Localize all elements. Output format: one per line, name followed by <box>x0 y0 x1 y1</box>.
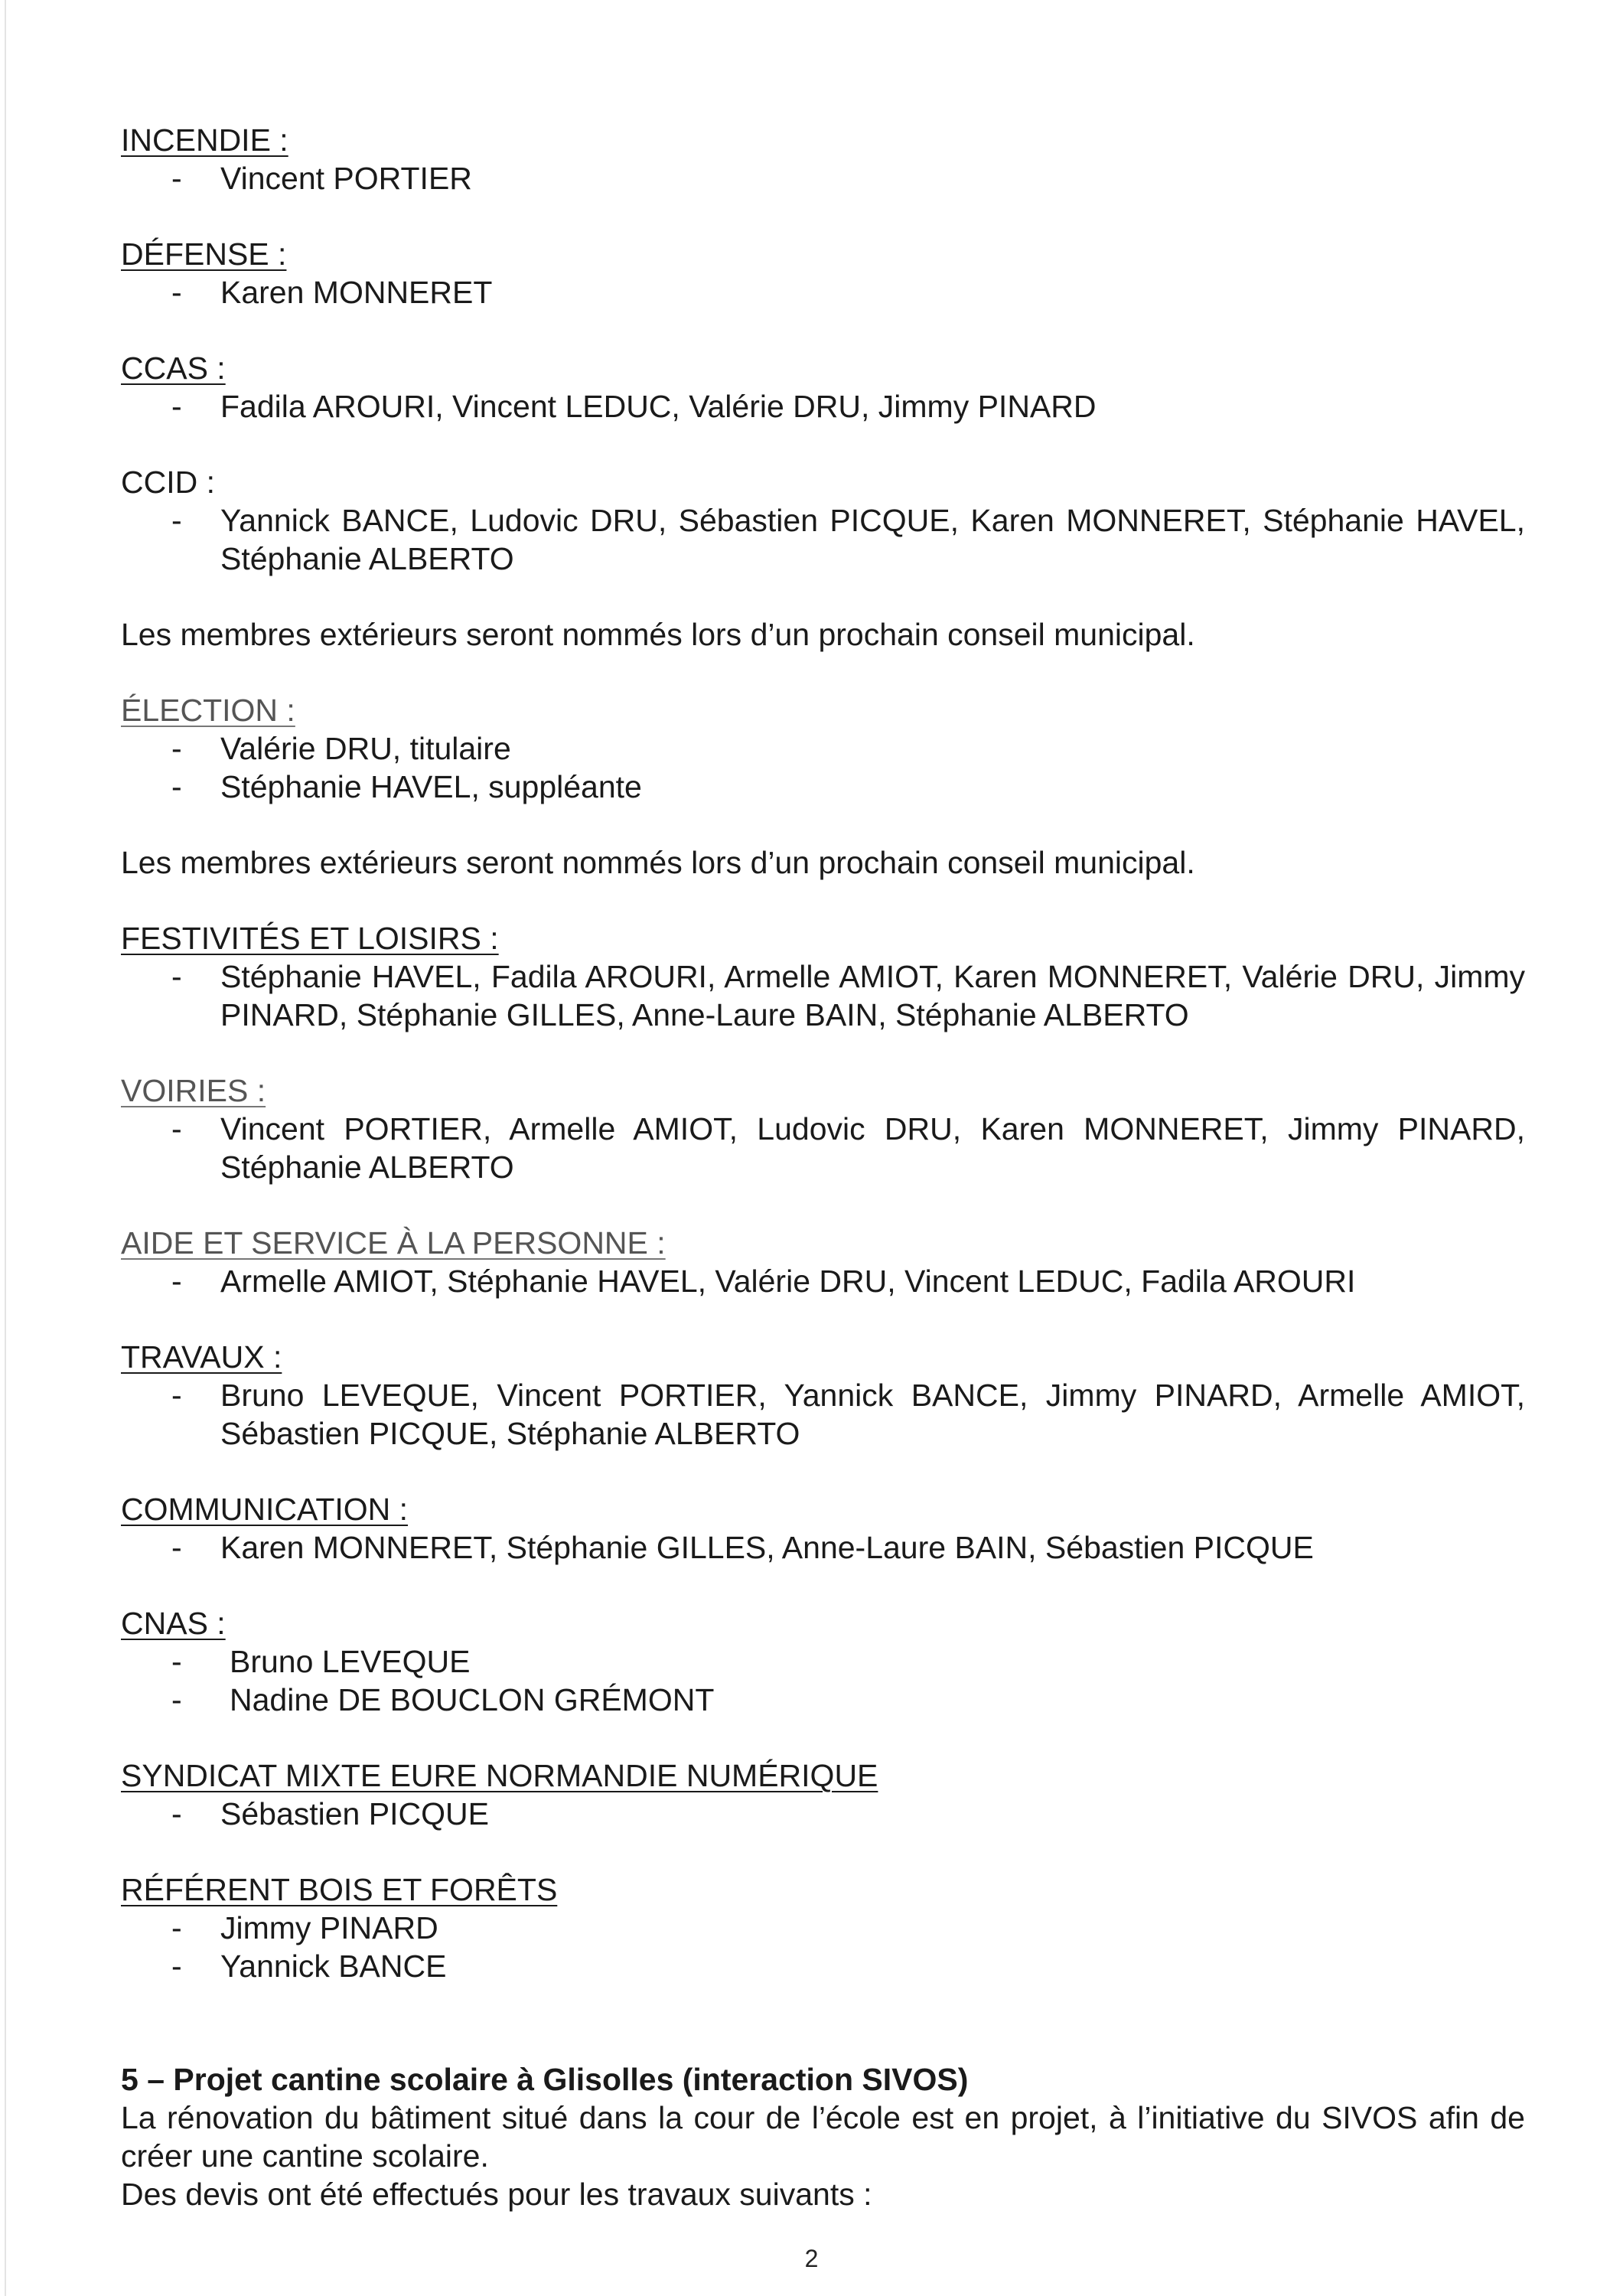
list-item: - Bruno LEVEQUE <box>171 1644 471 1679</box>
section-aide-service <box>121 1224 1525 1300</box>
section-title: AIDE ET SERVICE À LA PERSONNE : <box>121 1225 666 1261</box>
list-item: - Stéphanie HAVEL, suppléante <box>171 769 642 804</box>
section-voiries <box>121 1071 1525 1186</box>
section-title: SYNDICAT MIXTE EURE NORMANDIE NUMÉRIQUE <box>121 1758 878 1793</box>
list-item: - Fadila AROURI, Vincent LEDUC, Valérie DRU, Jimmy PINARD <box>171 389 1097 424</box>
section-title: COMMUNICATION : <box>121 1492 409 1527</box>
project-paragraph: Des devis ont été effectués pour les travaux suivants : <box>121 2177 872 2212</box>
list-item: - Armelle AMIOT, Stéphanie HAVEL, Valérie DRU, Vincent LEDUC, Fadila AROURI <box>171 1264 1356 1299</box>
section-defense <box>121 235 1525 311</box>
section-title: ÉLECTION : <box>121 693 295 728</box>
section-title: CCAS : <box>121 351 226 386</box>
section-ccid <box>121 463 1525 578</box>
external-members-note: Les membres extérieurs seront nommés lors d’un prochain conseil municipal. <box>121 845 1195 880</box>
list-item: - Jimmy PINARD <box>171 1910 438 1945</box>
list-item: - Stéphanie HAVEL, Fadila AROURI, Armelle AMIOT, Karen MONNERET, Valérie DRU, Jimmy PINARD, Stéphanie GILLES, Anne-Laure BAIN, Stéphanie ALBERTO <box>171 959 1525 1032</box>
section-referent-bois <box>121 1870 1525 1985</box>
project-section <box>121 2060 1525 2213</box>
list-item: - Nadine DE BOUCLON GRÉMONT <box>171 1682 715 1717</box>
section-incendie <box>121 121 1525 197</box>
section-ccas <box>121 349 1525 426</box>
list-item: - Vincent PORTIER <box>171 161 472 196</box>
section-title: RÉFÉRENT BOIS ET FORÊTS <box>121 1872 558 1907</box>
list-item: - Sébastien PICQUE <box>171 1796 489 1831</box>
section-syndicat-numerique <box>121 1756 1525 1833</box>
project-paragraph: La rénovation du bâtiment situé dans la cour de l’école est en projet, à l’initiative du SIVOS afin de créer une cantine scolaire. <box>121 2100 1525 2174</box>
section-travaux <box>121 1338 1525 1453</box>
section-title: DÉFENSE : <box>121 236 287 272</box>
list-item: - Karen MONNERET <box>171 275 493 310</box>
section-title: VOIRIES : <box>121 1073 266 1108</box>
project-title: 5 – Projet cantine scolaire à Glisolles (interaction SIVOS) <box>121 2062 969 2097</box>
scan-edge <box>5 0 6 2296</box>
list-item: - Valérie DRU, titulaire <box>171 731 511 766</box>
document-page <box>121 121 1525 2213</box>
section-festivites <box>121 919 1525 1034</box>
external-members-note: Les membres extérieurs seront nommés lors d’un prochain conseil municipal. <box>121 617 1195 652</box>
section-title: INCENDIE : <box>121 122 288 158</box>
section-cnas <box>121 1604 1525 1719</box>
page-number: 2 <box>804 2245 819 2272</box>
list-item: - Vincent PORTIER, Armelle AMIOT, Ludovic DRU, Karen MONNERET, Jimmy PINARD, Stéphanie ALBERTO <box>171 1111 1525 1185</box>
section-communication <box>121 1490 1525 1567</box>
section-title: CNAS : <box>121 1606 226 1641</box>
list-item: - Karen MONNERET, Stéphanie GILLES, Anne-Laure BAIN, Sébastien PICQUE <box>171 1530 1314 1565</box>
list-item: - Bruno LEVEQUE, Vincent PORTIER, Yannick BANCE, Jimmy PINARD, Armelle AMIOT, Sébastien PICQUE, Stéphanie ALBERTO <box>171 1378 1525 1451</box>
section-title: CCID : <box>121 465 215 500</box>
list-item: - Yannick BANCE, Ludovic DRU, Sébastien PICQUE, Karen MONNERET, Stéphanie HAVEL, Stéphanie ALBERTO <box>171 503 1525 576</box>
section-title: TRAVAUX : <box>121 1339 282 1375</box>
list-item: - Yannick BANCE <box>171 1949 447 1984</box>
section-election <box>121 691 1525 806</box>
section-title: FESTIVITÉS ET LOISIRS : <box>121 921 499 956</box>
